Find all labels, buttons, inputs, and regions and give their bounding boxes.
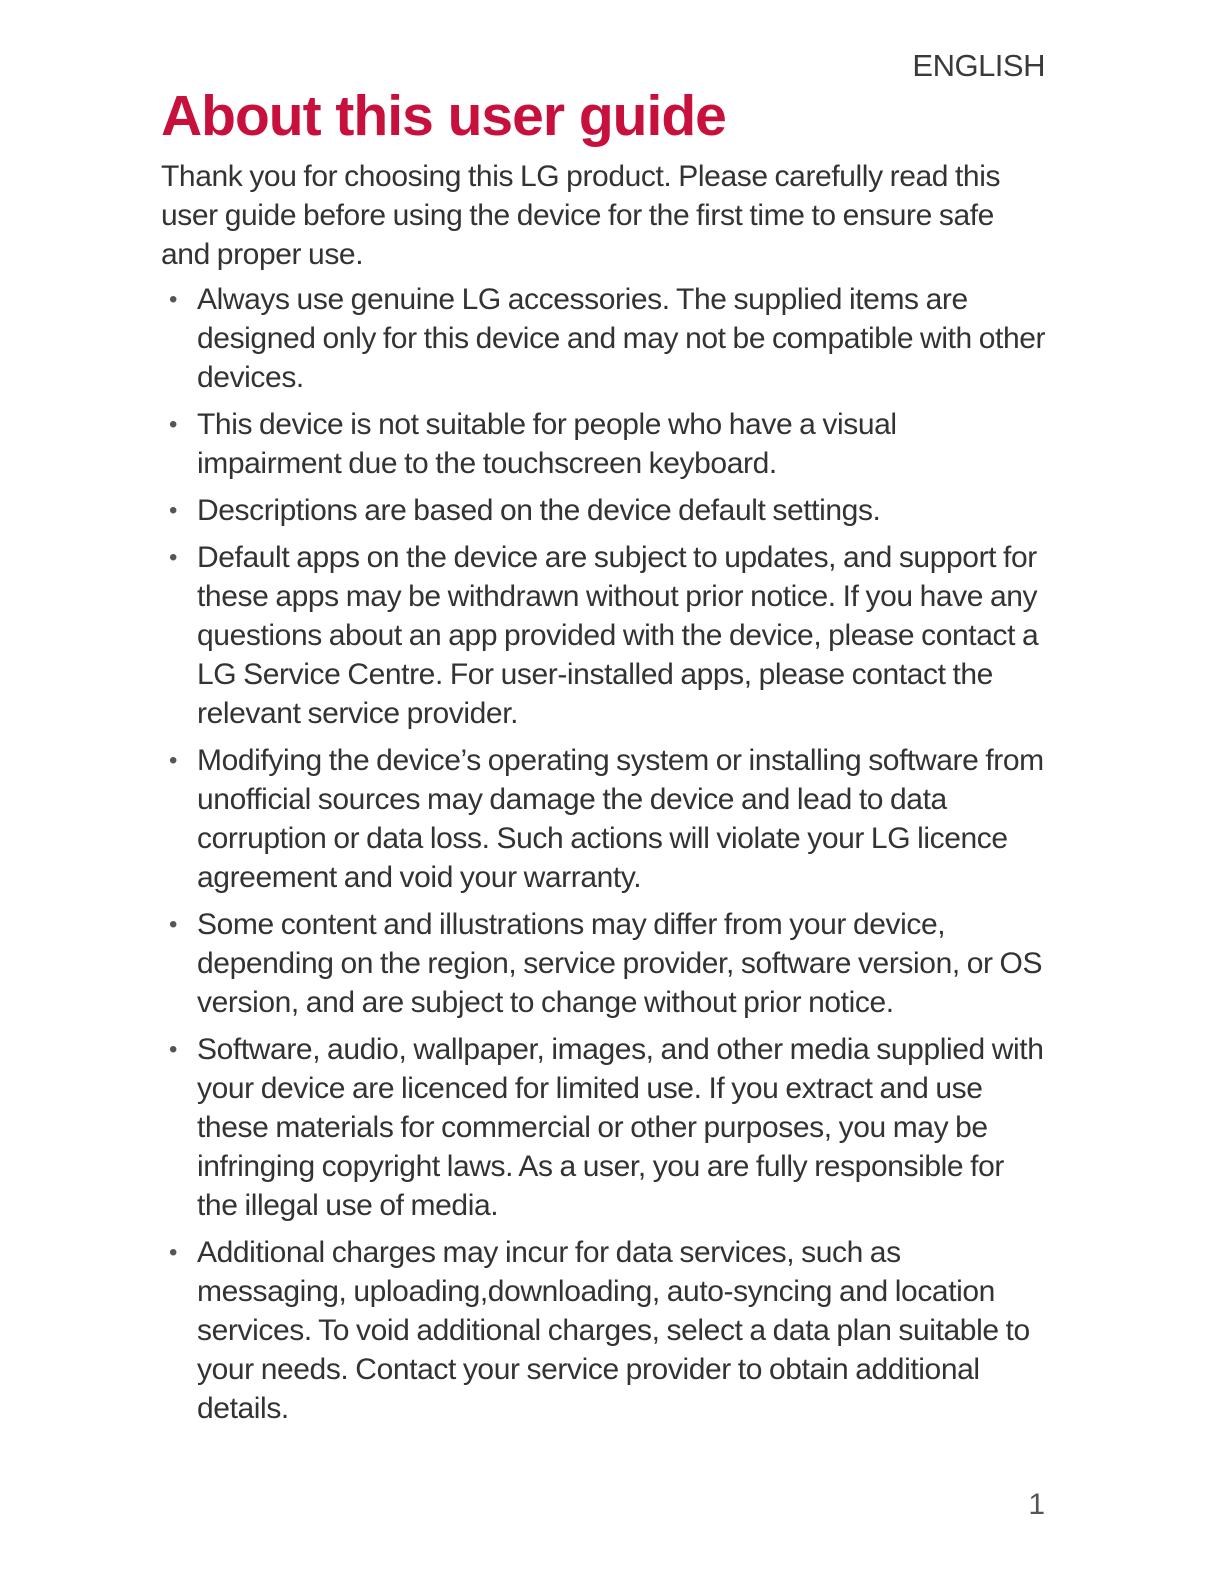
bullet-icon: • bbox=[169, 1036, 178, 1063]
bullet-icon: • bbox=[169, 911, 178, 938]
list-item-text: Modifying the device’s operating system or installing software from unofficial sources may damage the device and lead to data corruption or data loss. Such actions will violate your LG licence agreement and void your warranty. bbox=[197, 744, 1044, 894]
intro-paragraph: Thank you for choosing this LG product. Please carefully read this user guide before using the device for the first time to ensure safe and proper use. bbox=[161, 160, 1001, 271]
page-number: 1 bbox=[1028, 1488, 1045, 1521]
list-item bbox=[161, 1233, 1046, 1428]
language-label: ENGLISH bbox=[912, 48, 1045, 83]
list-item-text: Always use genuine LG accessories. The supplied items are designed only for this device and may not be compatible with other devices. bbox=[197, 283, 1046, 394]
bullet-icon: • bbox=[169, 544, 178, 571]
bullet-list bbox=[161, 280, 1046, 1428]
list-item bbox=[161, 741, 1046, 897]
list-item bbox=[161, 1030, 1046, 1225]
bullet-icon: • bbox=[169, 411, 178, 438]
page-content bbox=[161, 84, 1046, 1436]
bullet-icon: • bbox=[169, 497, 178, 524]
bullet-icon: • bbox=[169, 747, 178, 774]
list-item-text: Some content and illustrations may differ from your device, depending on the region, service provider, software version, or OS version, and are subject to change without prior notice. bbox=[197, 908, 1043, 1019]
list-item-text: Descriptions are based on the device default settings. bbox=[197, 494, 881, 527]
list-item-text: Default apps on the device are subject to updates, and support for these apps may be withdrawn without prior notice. If you have any questions about an app provided with the device, please contact a LG Service Centre. For user-installed apps, please contact the relevant service provider. bbox=[197, 541, 1039, 730]
bullet-icon: • bbox=[169, 1239, 178, 1266]
list-item-text: This device is not suitable for people who have a visual impairment due to the touchscreen keyboard. bbox=[197, 408, 897, 480]
list-item bbox=[161, 538, 1046, 733]
bullet-icon: • bbox=[169, 286, 178, 313]
list-item bbox=[161, 905, 1046, 1022]
page-title: About this user guide bbox=[161, 84, 726, 148]
list-item bbox=[161, 491, 1046, 530]
list-item-text: Additional charges may incur for data services, such as messaging, uploading,downloading, auto-syncing and location services. To void additional charges, select a data plan suitable to your needs. Contact your service provider to obtain additional details. bbox=[197, 1236, 1030, 1425]
list-item bbox=[161, 280, 1046, 397]
list-item bbox=[161, 405, 1046, 483]
list-item-text: Software, audio, wallpaper, images, and other media supplied with your device are licenced for limited use. If you extract and use these materials for commercial or other purposes, you may be infringing copyright laws. As a user, you are fully responsible for the illegal use of media. bbox=[197, 1033, 1044, 1222]
